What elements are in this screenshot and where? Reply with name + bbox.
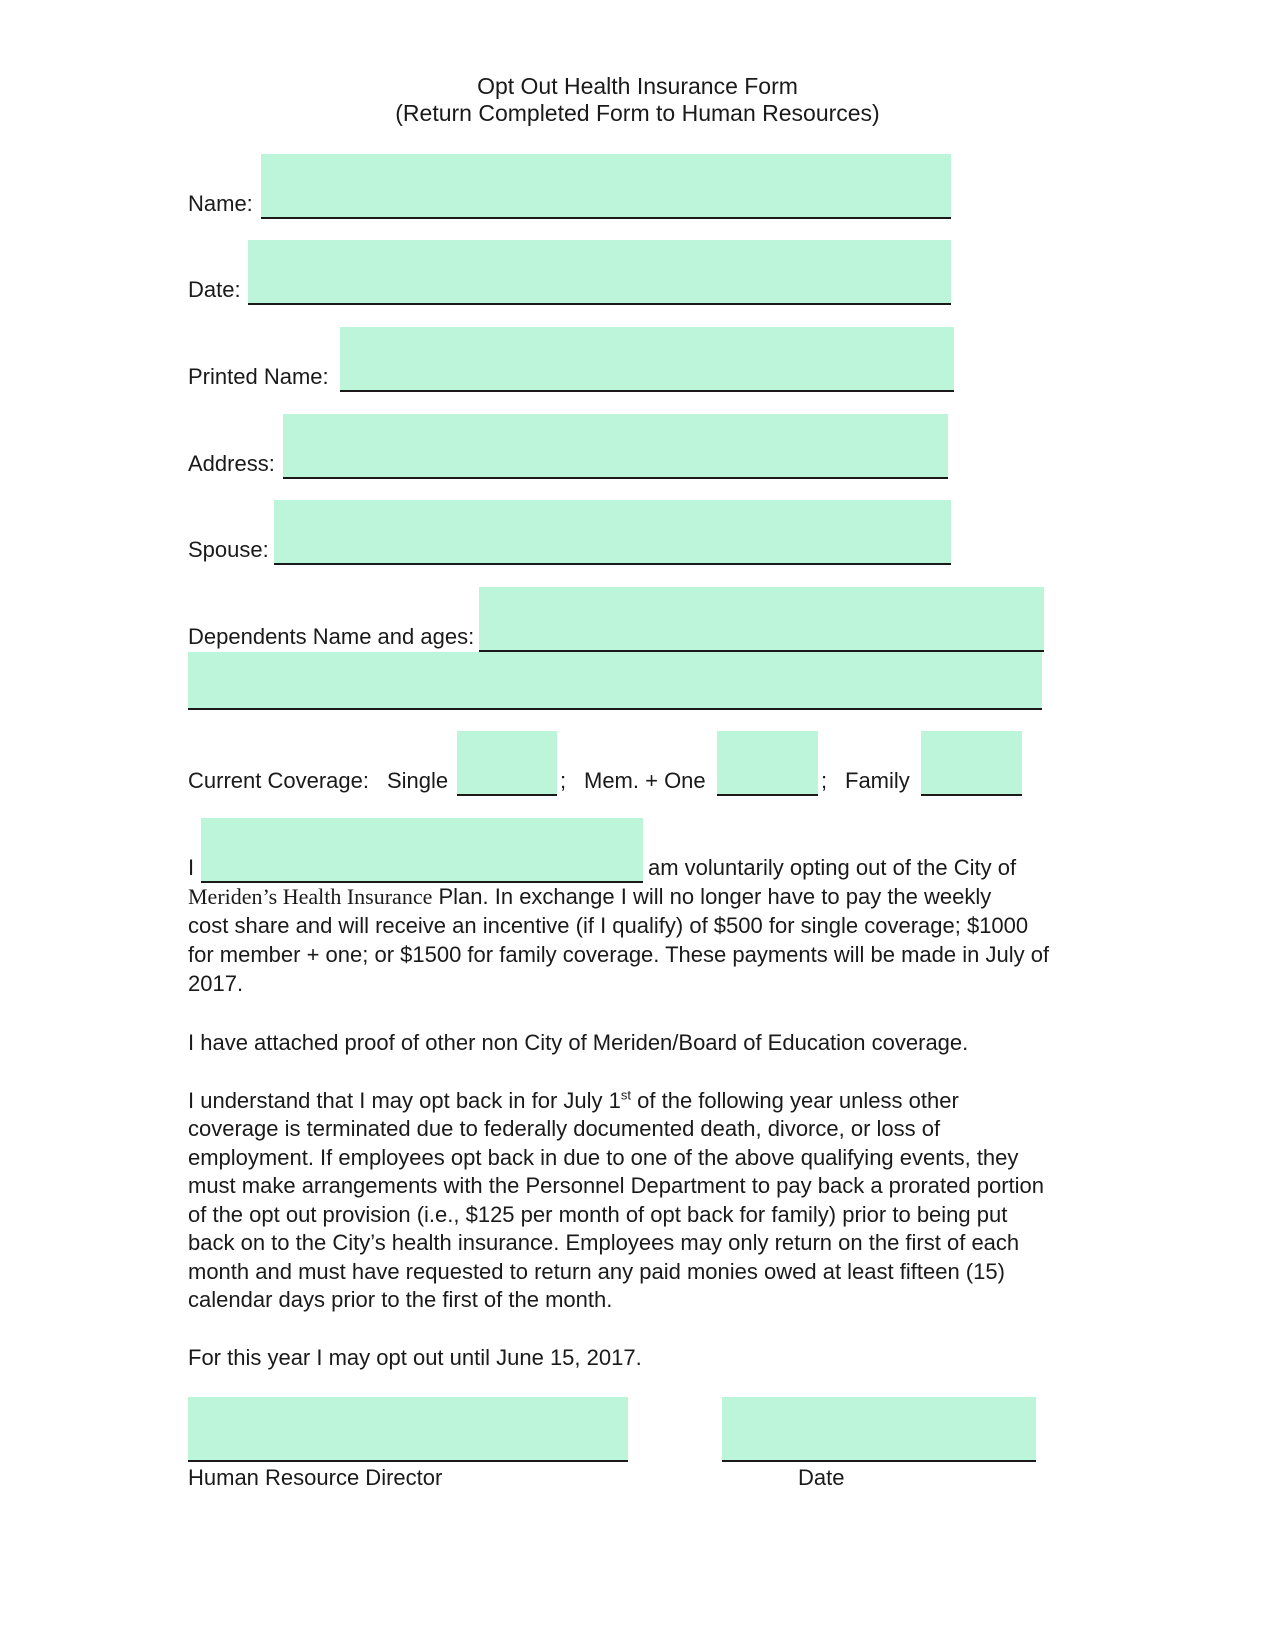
spouse-field[interactable] — [274, 500, 951, 565]
name-field[interactable] — [261, 154, 951, 219]
coverage-family-label: Family — [845, 768, 910, 793]
deadline-statement: For this year I may opt out until June 15, 2017. — [188, 1345, 642, 1370]
form-title: Opt Out Health Insurance Form — [477, 73, 798, 99]
understand-start: I understand that I may opt back in for July 1 — [188, 1088, 621, 1113]
understand-line-1-end: of the following year unless other — [631, 1088, 959, 1113]
statement-prefix: I — [188, 855, 195, 880]
statement-line-1: am voluntarily opting out of the City of — [648, 855, 1017, 880]
proof-statement: I have attached proof of other non City of Meriden/Board of Education coverage. — [188, 1030, 969, 1055]
coverage-mem-one-field[interactable] — [717, 731, 818, 796]
spouse-label: Spouse: — [188, 537, 269, 562]
printed-name-field[interactable] — [340, 327, 954, 392]
understand-paragraph: coverage is terminated due to federally documented death, divorce, or loss of employment. If employees opt back in due to one of the above qualifying events, they must make arrangements with the Personnel Department to pay back a prorated portion of the opt out provision (i.e., $125 per month of opt back for family) prior to being put back on to the City’s health insurance. Employees may only return on the first of each month and must have requested to return any paid monies owed at least fifteen (15) calendar days prior to the first of the month. — [188, 1116, 1045, 1312]
coverage-separator: ; — [821, 768, 828, 793]
employee-name-field[interactable] — [201, 818, 643, 883]
signature-date-field[interactable] — [722, 1397, 1036, 1462]
statement-line-5: 2017. — [188, 971, 244, 996]
coverage-single-field[interactable] — [457, 731, 557, 796]
form-subtitle: (Return Completed Form to Human Resources) — [395, 100, 880, 126]
understand-line-1 — [188, 1087, 959, 1114]
dependents-field-line2[interactable] — [188, 652, 1042, 710]
statement-line-4: for member + one; or $1500 for family coverage. These payments will be made in July of — [188, 942, 1050, 967]
dependents-label: Dependents Name and ages: — [188, 624, 475, 649]
statement-line-2-text: Plan. In exchange I will no longer have to pay the weekly — [432, 884, 992, 909]
date-label: Date: — [188, 277, 241, 302]
statement-line-3: cost share and will receive an incentive (if I qualify) of $500 for single coverage; $1000 — [188, 913, 1029, 938]
signature-date-label: Date — [798, 1465, 845, 1490]
dependents-field[interactable] — [479, 587, 1044, 652]
date-field[interactable] — [248, 240, 951, 305]
coverage-single-label: Single — [387, 768, 449, 793]
statement-line-2 — [188, 883, 991, 910]
printed-name-label: Printed Name: — [188, 364, 329, 389]
address-label: Address: — [188, 451, 275, 476]
address-field[interactable] — [283, 414, 948, 479]
ordinal-suffix: st — [620, 1087, 632, 1103]
coverage-mem-one-label: Mem. + One — [584, 768, 706, 793]
director-signature-label: Human Resource Director — [188, 1465, 443, 1490]
coverage-label: Current Coverage: — [188, 768, 369, 793]
coverage-family-field[interactable] — [921, 731, 1022, 796]
city-plan-name: Meriden’s Health Insurance — [188, 884, 433, 909]
coverage-separator: ; — [560, 768, 567, 793]
name-label: Name: — [188, 191, 253, 216]
director-signature-field[interactable] — [188, 1397, 628, 1462]
